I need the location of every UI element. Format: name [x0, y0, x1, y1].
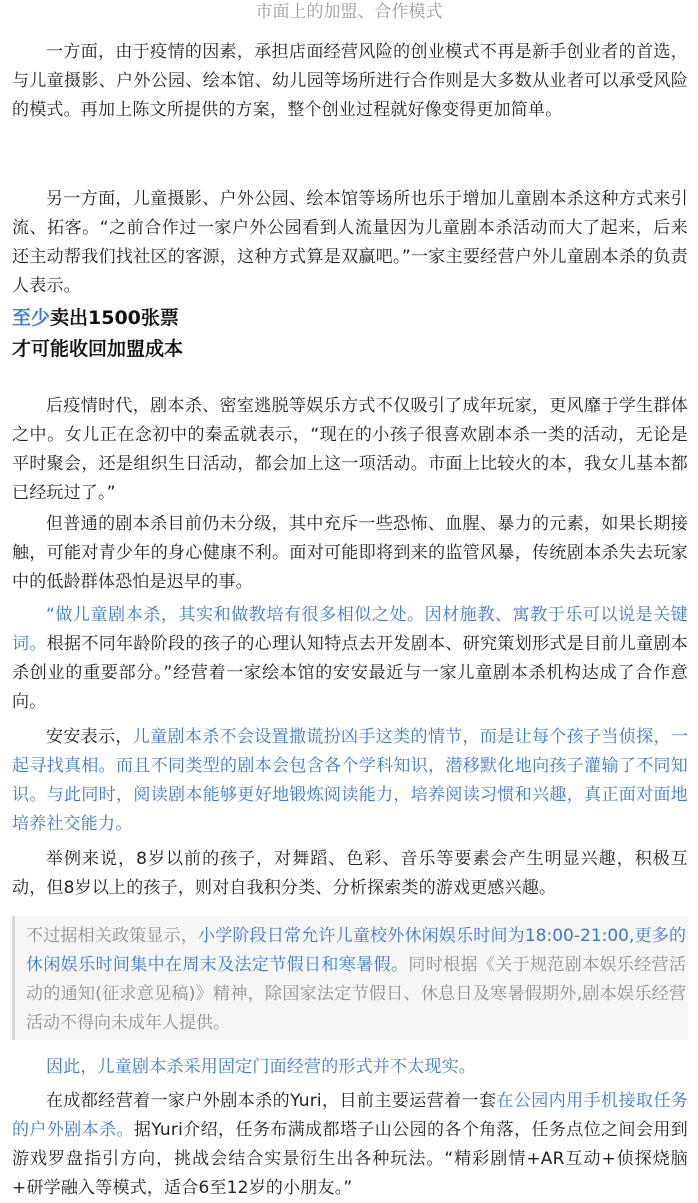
section-heading-line1-rest: 卖出1500张票: [50, 307, 179, 329]
blockquote-lead: 不过据相关政策显示，: [26, 926, 199, 946]
section-heading-highlight: 至少: [12, 307, 51, 329]
paragraph-9-rest: 据Yuri介绍，任务布满成都塔子山公园的各个角落，任务点位之间会用到游戏罗盘指引方向，挑战会结合实景衍生出各种玩法。“精彩剧情+AR互动+侦探烧脑+研学融入等模式，适合6至12岁的小朋友。”: [12, 1120, 688, 1198]
paragraph-9: [12, 1087, 688, 1203]
paragraph-5: [12, 601, 688, 717]
blockquote-rest: 同时根据《关于规范剧本娱乐经营活动的通知(征求意见稿)》精神，除国家法定节假日、休息日及寒暑假期外,剧本娱乐经营活动不得向未成年人提供。: [26, 955, 687, 1033]
paragraph-5-rest: 根据不同年龄阶段的孩子的心理认知特点去开发剧本、研究策划形式是目前儿童剧本杀创业的重要部分。”经营着一家绘本馆的安安最近与一家儿童剧本杀机构达成了合作意向。: [12, 634, 689, 712]
paragraph-6: [12, 723, 688, 839]
paragraph-9-highlight: 在公园内用手机接取任务的户外剧本杀。: [12, 1091, 688, 1140]
paragraph-2: 另一方面，儿童摄影、户外公园、绘本馆等场所也乐于增加儿童剧本杀这种方式来引流、拓客。“之前合作过一家户外公园看到人流量因为儿童剧本杀活动而大了起来，后来还主动帮我们找社区的客源，这种方式算是双赢吧。”一家主要经营户外儿童剧本杀的负责人表示。: [12, 189, 688, 296]
image-caption: 市面上的加盟、合作模式: [255, 2, 443, 22]
section-heading-line2: 才可能收回加盟成本: [12, 338, 184, 360]
paragraph-7: 举例来说，8岁以前的孩子，对舞蹈、色彩、音乐等要素会产生明显兴趣，积极互动，但8岁以上的孩子，则对自我积分类、分析探索类的游戏更感兴趣。: [12, 849, 688, 898]
paragraph-1: 一方面，由于疫情的因素，承担店面经营风险的创业模式不再是新手创业者的首选，与儿童摄影、户外公园、绘本馆、幼儿园等场所进行合作则是大多数从业者可以承受风险的模式。再加上陈文所提供的方案，整个创业过程就好像变得更加简单。: [12, 42, 688, 120]
paragraph-8: 因此，儿童剧本杀采用固定门面经营的形式并不太现实。: [46, 1057, 476, 1077]
paragraph-9-lead: 在成都经营着一家户外剧本杀的Yuri，目前主要运营着一套: [46, 1091, 497, 1111]
section-heading-line1: [12, 303, 688, 334]
section-heading: [12, 303, 688, 365]
paragraph-3: 后疫情时代，剧本杀、密室逃脱等娱乐方式不仅吸引了成年玩家，更风靡于学生群体之中。女儿正在念初中的秦孟就表示，“现在的小孩子很喜欢剧本杀一类的活动，无论是平时聚会，还是组织生日活动，都会加上这一项活动。市面上比较火的本，我女儿基本都已经玩过了。”: [12, 396, 688, 503]
paragraph-6-highlight: 儿童剧本杀不会设置撒谎扮凶手这类的情节，而是让每个孩子当侦探，一起寻找真相。而且不同类型的剧本会包含各个学科知识，潜移默化地向孩子灌输了不同知识。与此同时，阅读剧本能够更好地锻炼阅读能力，培养阅读习惯和兴趣，真正面对面地培养社交能力。: [12, 727, 688, 834]
blockquote-highlight: 小学阶段日常允许儿童校外休闲娱乐时间为18:00-21:00,更多的休闲娱乐时间集中在周末及法定节假日和寒暑假。: [26, 926, 686, 975]
blockquote-text: [26, 922, 686, 1038]
paragraph-5-highlight: “做儿童剧本杀，其实和做教培有很多相似之处。因材施教、寓教于乐可以说是关键词。: [12, 605, 688, 654]
paragraph-6-lead: 安安表示，: [46, 727, 133, 747]
paragraph-4: 但普通的剧本杀目前仍未分级，其中充斥一些恐怖、血腥、暴力的元素，如果长期接触，可能对青少年的身心健康不利。面对可能即将到来的监管风暴，传统剧本杀失去玩家中的低龄群体恐怕是迟早的事。: [12, 514, 688, 592]
